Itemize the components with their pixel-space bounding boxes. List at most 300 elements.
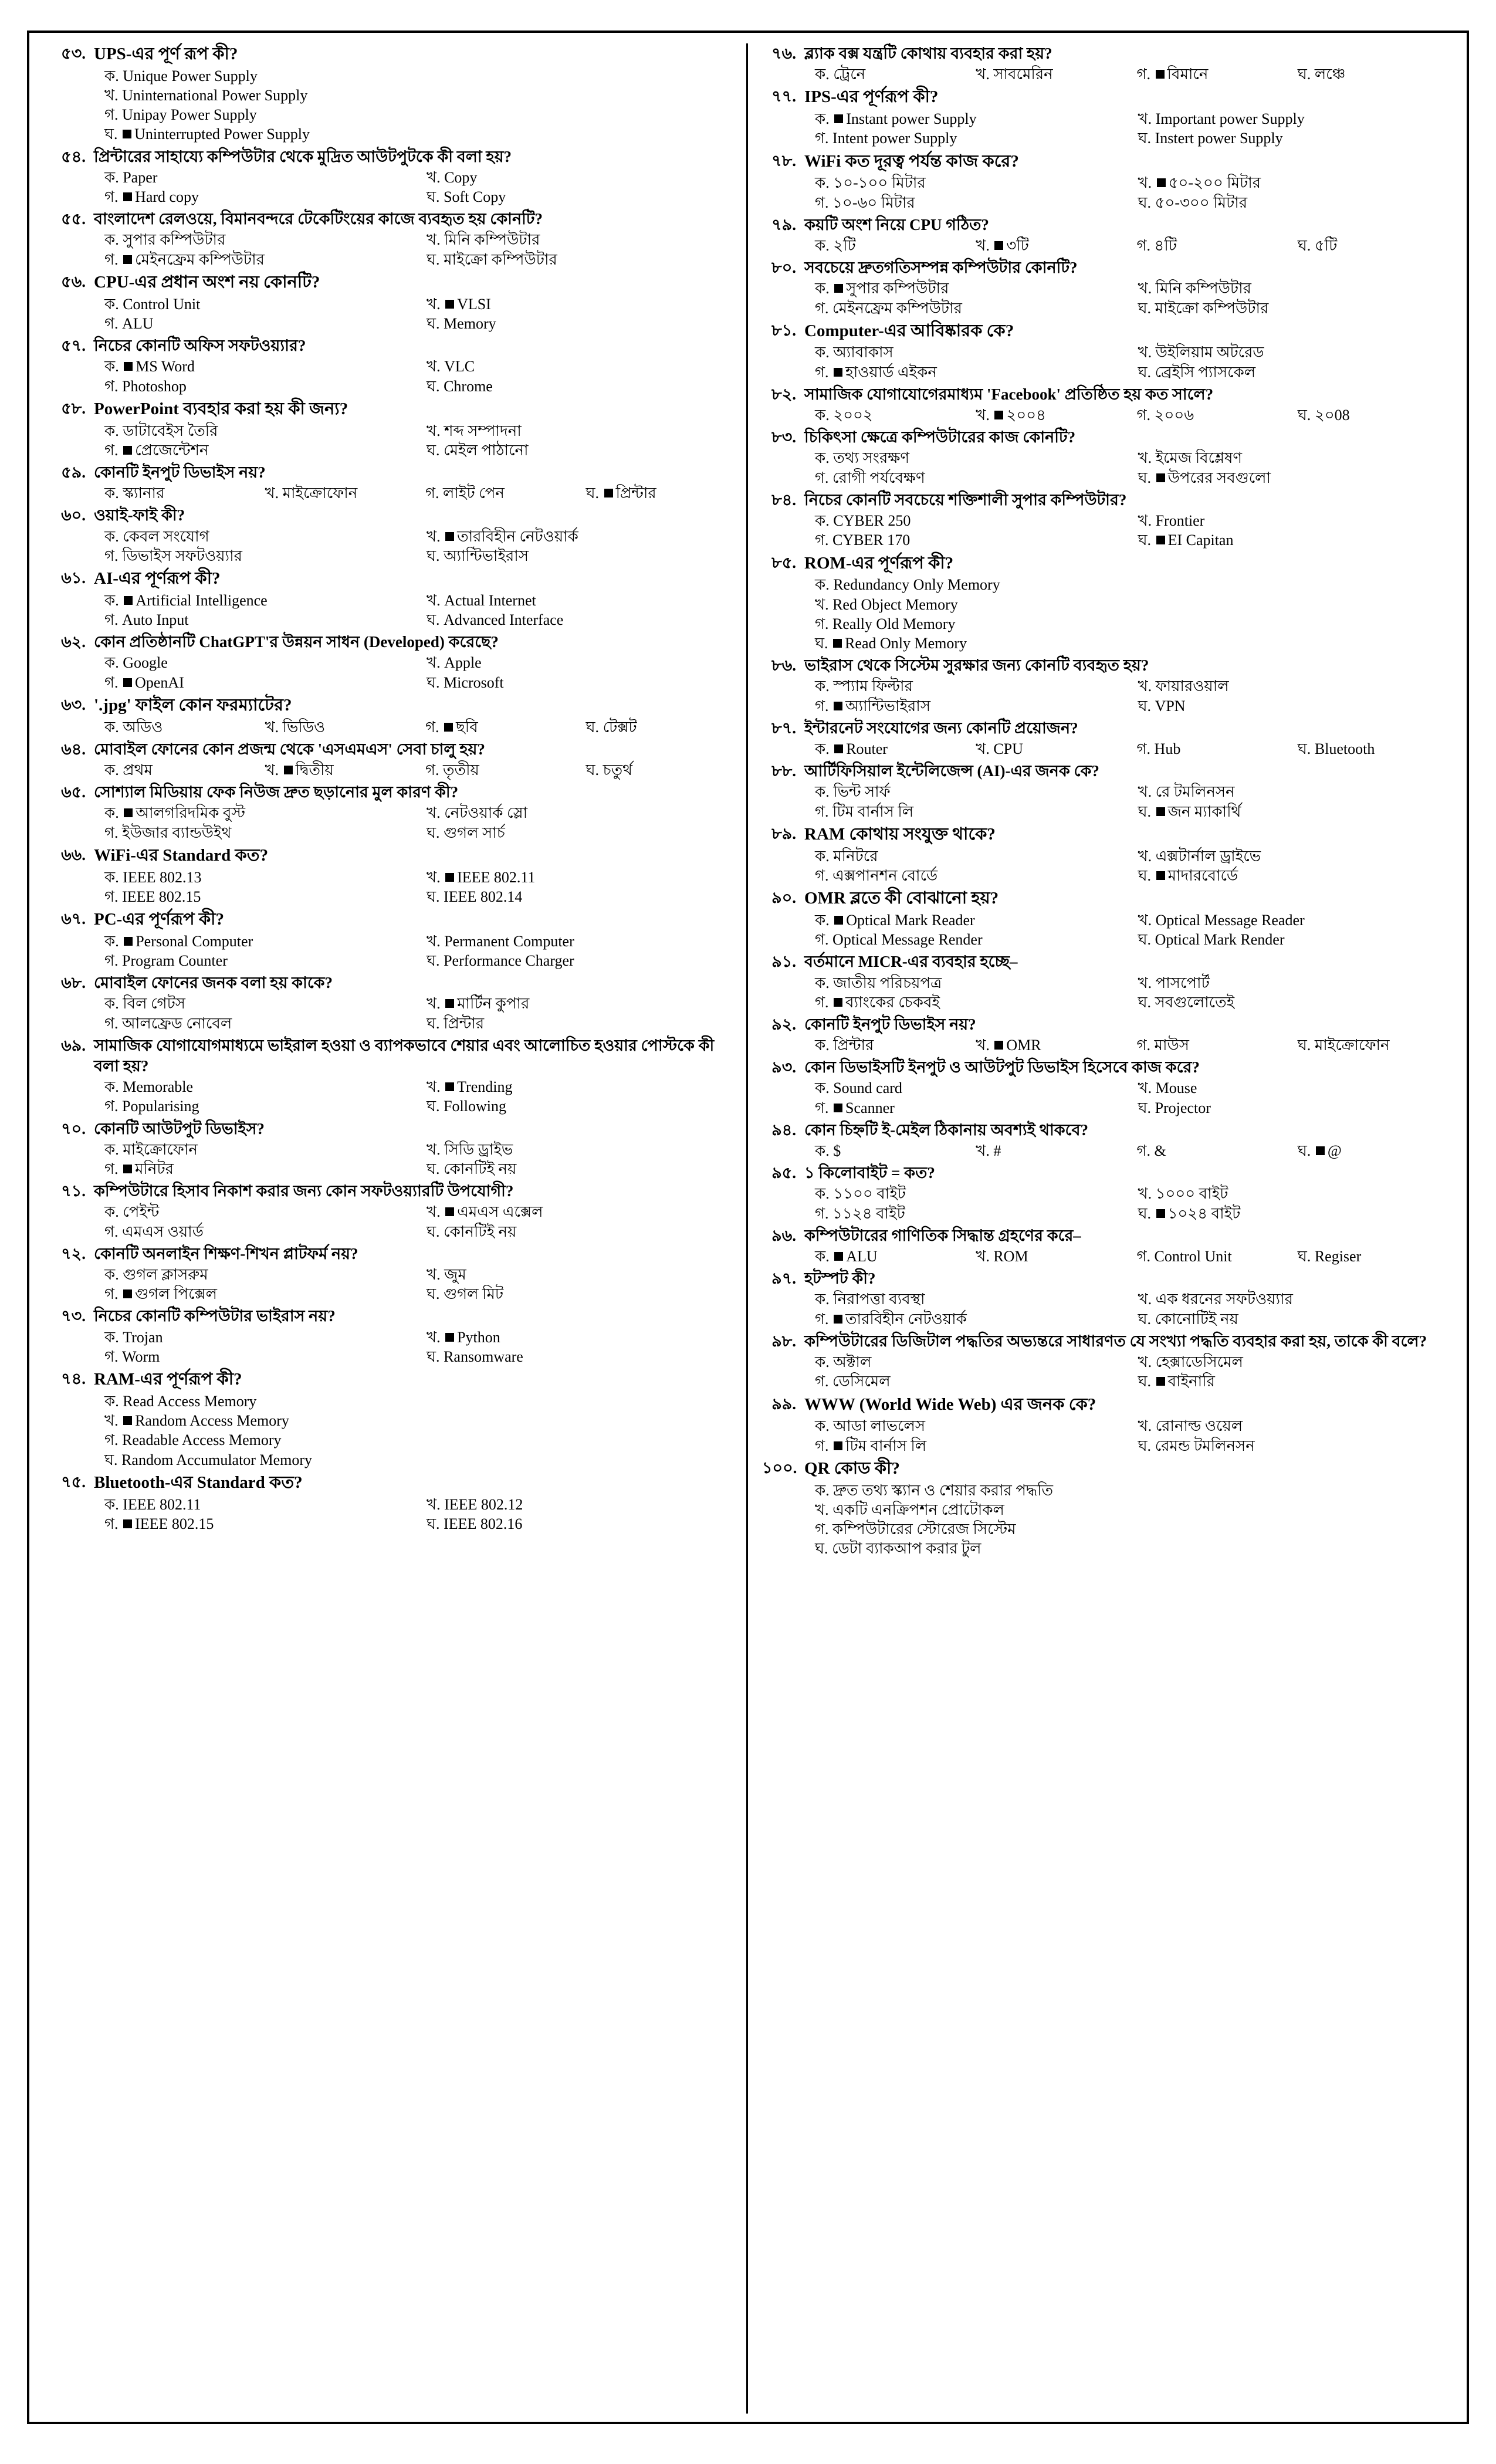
option-item[interactable] xyxy=(416,1284,732,1304)
option-item[interactable] xyxy=(1128,109,1445,128)
option-item[interactable] xyxy=(94,1077,410,1096)
option-item[interactable] xyxy=(94,951,410,970)
option-text: মাইক্রো কম্পিউটার xyxy=(444,251,557,268)
option-text: দ্বিতীয় xyxy=(295,761,334,779)
option-label: গ. xyxy=(425,761,439,779)
option-label: গ. xyxy=(104,824,119,841)
option-item[interactable] xyxy=(416,868,732,887)
option-item[interactable] xyxy=(804,676,1122,696)
option-item[interactable] xyxy=(1128,173,1445,192)
option-item[interactable] xyxy=(416,377,732,396)
option-item[interactable] xyxy=(1128,911,1445,930)
option-item[interactable] xyxy=(965,236,1122,255)
option-item[interactable] xyxy=(804,109,1122,128)
question-body xyxy=(804,151,1444,212)
option-label: ক. xyxy=(104,1078,119,1096)
option-item[interactable] xyxy=(1128,782,1445,801)
option-text: রে টমলিনসন xyxy=(1155,783,1235,801)
option-item[interactable] xyxy=(416,653,732,672)
option-item[interactable] xyxy=(804,468,1122,488)
option-item[interactable] xyxy=(416,1495,732,1514)
option-label: ঘ. xyxy=(1138,993,1152,1011)
option-item[interactable] xyxy=(94,823,410,842)
option-item[interactable] xyxy=(804,1035,962,1055)
option-item[interactable] xyxy=(804,1184,1122,1203)
option-item[interactable] xyxy=(94,441,410,460)
option-item[interactable] xyxy=(94,230,410,249)
question-item xyxy=(52,568,732,629)
option-item[interactable] xyxy=(1126,1141,1284,1160)
option-item[interactable] xyxy=(804,299,1122,318)
option-text: হেক্সাডেসিমেল xyxy=(1155,1353,1243,1371)
option-item[interactable] xyxy=(416,295,732,314)
option-text: মার্টিন কুপার xyxy=(457,995,530,1013)
option-item[interactable] xyxy=(416,1347,732,1366)
option-item[interactable] xyxy=(1287,1141,1444,1160)
option-text: Really Old Memory xyxy=(832,615,956,632)
option-item[interactable] xyxy=(804,1141,962,1160)
option-label: ক. xyxy=(104,1495,119,1513)
option-text: সুপার কম্পিউটার xyxy=(846,280,949,297)
option-text: এমএস ওয়ার্ড xyxy=(122,1223,204,1240)
option-item[interactable] xyxy=(416,527,732,546)
question-body xyxy=(94,845,732,906)
option-item[interactable] xyxy=(1128,847,1445,866)
option-text: VPN xyxy=(1155,697,1186,715)
option-item[interactable] xyxy=(416,1014,732,1033)
option-label: ঘ. xyxy=(427,1160,440,1177)
option-item[interactable] xyxy=(1128,1184,1445,1203)
option-item[interactable] xyxy=(1128,1098,1445,1118)
option-list xyxy=(804,1352,1444,1392)
question-stem: ইন্টারনেট সংযোগের জন্য কোনটি প্রয়োজন? xyxy=(804,719,1078,737)
option-item[interactable] xyxy=(94,124,732,144)
option-item[interactable] xyxy=(416,421,732,441)
option-item[interactable] xyxy=(804,595,1444,614)
question-body xyxy=(804,1268,1444,1329)
option-item[interactable] xyxy=(416,1140,732,1159)
option-item[interactable] xyxy=(94,421,410,441)
option-item[interactable] xyxy=(94,1222,410,1241)
answer-marker-icon xyxy=(124,808,133,817)
question-number: ৫৪. xyxy=(61,147,86,165)
option-item[interactable] xyxy=(804,575,1444,594)
option-text: দ্রুত তথ্য স্ক্যান ও শেয়ার করার পদ্ধতি xyxy=(833,1481,1054,1499)
option-item[interactable] xyxy=(94,1495,410,1514)
option-label: খ. xyxy=(1138,449,1152,467)
option-item[interactable] xyxy=(804,802,1122,821)
option-label: ক. xyxy=(815,1353,830,1371)
question-item xyxy=(762,86,1444,148)
option-item[interactable] xyxy=(804,993,1122,1012)
option-item[interactable] xyxy=(94,357,410,376)
option-item[interactable] xyxy=(416,250,732,269)
option-item[interactable] xyxy=(804,530,1122,550)
option-text: অ্যান্টিভাইরাস xyxy=(444,547,529,564)
option-item[interactable] xyxy=(804,1352,1122,1372)
option-item[interactable] xyxy=(1128,511,1445,530)
question-number: ৬৫. xyxy=(61,783,86,801)
option-label: গ. xyxy=(815,803,829,820)
option-item[interactable] xyxy=(94,1347,410,1366)
option-item[interactable] xyxy=(965,1141,1122,1160)
option-item[interactable] xyxy=(1126,1247,1284,1266)
option-item[interactable] xyxy=(416,1514,732,1534)
option-text: Optical Message Render xyxy=(832,931,983,949)
option-item[interactable] xyxy=(416,591,732,610)
option-item[interactable] xyxy=(94,483,251,503)
option-item[interactable] xyxy=(416,932,732,951)
option-item[interactable] xyxy=(94,1159,410,1179)
option-list xyxy=(94,760,732,780)
option-item[interactable] xyxy=(576,760,733,780)
option-item[interactable] xyxy=(94,653,410,672)
option-item[interactable] xyxy=(804,1500,1444,1519)
option-item[interactable] xyxy=(94,803,410,823)
option-item[interactable] xyxy=(1128,676,1445,696)
option-item[interactable] xyxy=(804,363,1122,382)
option-item[interactable] xyxy=(255,717,412,737)
option-item[interactable] xyxy=(94,546,410,566)
option-item[interactable] xyxy=(416,1328,732,1347)
option-item[interactable] xyxy=(94,105,732,124)
option-item[interactable] xyxy=(1128,1078,1445,1098)
option-item[interactable] xyxy=(576,483,733,503)
option-item[interactable] xyxy=(94,610,410,629)
option-text: Router xyxy=(846,740,888,758)
option-item[interactable] xyxy=(94,1328,410,1347)
option-item[interactable] xyxy=(94,1265,410,1284)
option-item[interactable] xyxy=(1128,1352,1445,1372)
option-item[interactable] xyxy=(94,887,410,906)
option-item[interactable] xyxy=(1128,1416,1445,1436)
option-item[interactable] xyxy=(804,1416,1122,1436)
option-item[interactable] xyxy=(965,65,1122,84)
option-item[interactable] xyxy=(1128,993,1445,1012)
question-number: ৬৩. xyxy=(61,695,86,713)
question-stem: PowerPoint ব্যবহার করা হয় কী জন্য? xyxy=(94,399,348,418)
question-stem: সামাজিক যোগাযোগমাধ্যমে ভাইরাল হওয়া ও ব্যাপকভাবে শেয়ার এবং আলোচিত হওয়ার পোস্টকে কী বলা হয়? xyxy=(94,1036,715,1075)
option-item[interactable] xyxy=(1128,530,1445,550)
option-item[interactable] xyxy=(804,1247,962,1266)
option-item[interactable] xyxy=(1128,1309,1445,1329)
option-item[interactable] xyxy=(94,1411,732,1430)
question-number: ৯৮. xyxy=(771,1332,796,1350)
answer-marker-icon xyxy=(284,766,293,774)
option-item[interactable] xyxy=(94,673,410,692)
option-item[interactable] xyxy=(94,591,410,610)
option-item[interactable] xyxy=(1126,405,1284,425)
option-item[interactable] xyxy=(416,1265,732,1284)
option-item[interactable] xyxy=(804,193,1122,212)
question-item xyxy=(762,1458,1444,1559)
question-number: ৫৯. xyxy=(61,463,86,482)
option-item[interactable] xyxy=(804,343,1122,362)
option-list xyxy=(94,717,732,737)
option-label: খ. xyxy=(427,295,441,313)
option-item[interactable] xyxy=(416,887,732,906)
option-item[interactable] xyxy=(804,236,962,255)
option-item[interactable] xyxy=(804,634,1444,653)
option-item[interactable] xyxy=(1128,1372,1445,1391)
option-text: ১০২৪ বাইট xyxy=(1167,1204,1241,1222)
option-item[interactable] xyxy=(1128,343,1445,362)
option-item[interactable] xyxy=(416,994,732,1013)
question-stem: কোন প্রতিষ্ঠানটি ChatGPT'র উন্নয়ন সাধন (Developed) করেছে? xyxy=(94,633,499,651)
option-text: উপরের সবগুলো xyxy=(1167,469,1271,486)
option-item[interactable] xyxy=(1126,1035,1284,1055)
option-label: ঘ. xyxy=(1297,236,1311,254)
option-item[interactable] xyxy=(416,1202,732,1221)
option-item[interactable] xyxy=(804,1289,1122,1309)
option-item[interactable] xyxy=(94,187,410,207)
question-item xyxy=(762,1057,1444,1118)
question-item xyxy=(52,909,732,970)
option-item[interactable] xyxy=(804,279,1122,298)
option-text: OpenAI xyxy=(135,673,184,691)
option-item[interactable] xyxy=(94,377,410,396)
option-list xyxy=(804,343,1444,382)
question-item xyxy=(762,952,1444,1012)
question-body xyxy=(94,909,732,970)
option-label: খ. xyxy=(1138,174,1152,192)
option-item[interactable] xyxy=(1128,193,1445,212)
option-text: ৫টি xyxy=(1314,236,1338,254)
option-item[interactable] xyxy=(804,1481,1444,1500)
option-item[interactable] xyxy=(94,295,410,314)
option-item[interactable] xyxy=(1128,973,1445,993)
question-body xyxy=(94,336,732,396)
option-item[interactable] xyxy=(94,527,410,546)
option-list xyxy=(94,868,732,907)
option-item[interactable] xyxy=(804,847,1122,866)
option-item[interactable] xyxy=(1128,299,1445,318)
option-item[interactable] xyxy=(94,1392,732,1411)
option-item[interactable] xyxy=(416,1222,732,1241)
option-item[interactable] xyxy=(94,1284,410,1304)
option-item[interactable] xyxy=(804,405,962,425)
option-item[interactable] xyxy=(94,932,410,951)
option-text: Control Unit xyxy=(1154,1248,1232,1265)
question-item xyxy=(52,1472,732,1534)
option-item[interactable] xyxy=(1287,65,1444,84)
option-item[interactable] xyxy=(804,782,1122,801)
option-item[interactable] xyxy=(804,173,1122,192)
option-item[interactable] xyxy=(94,1430,732,1450)
option-item[interactable] xyxy=(804,1204,1122,1223)
option-item[interactable] xyxy=(415,717,572,737)
option-item[interactable] xyxy=(1287,739,1444,759)
question-stem: কোনটি আউটপুট ডিভাইস? xyxy=(94,1119,265,1138)
option-item[interactable] xyxy=(94,717,251,737)
option-item[interactable] xyxy=(94,1096,410,1116)
option-item[interactable] xyxy=(94,1140,410,1159)
option-item[interactable] xyxy=(415,760,572,780)
option-item[interactable] xyxy=(1128,696,1445,716)
option-item[interactable] xyxy=(94,66,732,86)
option-item[interactable] xyxy=(804,739,962,759)
option-text: তৃতীয় xyxy=(443,761,479,779)
option-item[interactable] xyxy=(965,1247,1122,1266)
option-text: কোনটিই নয় xyxy=(444,1160,517,1177)
option-item[interactable] xyxy=(94,760,251,780)
option-item[interactable] xyxy=(965,405,1122,425)
option-item[interactable] xyxy=(804,1078,1122,1098)
option-item[interactable] xyxy=(416,546,732,566)
option-item[interactable] xyxy=(576,717,733,737)
option-item[interactable] xyxy=(1126,739,1284,759)
option-text: তথ্য সংরক্ষণ xyxy=(833,449,910,467)
option-item[interactable] xyxy=(1128,802,1445,821)
option-item[interactable] xyxy=(1128,1204,1445,1223)
option-label: গ. xyxy=(104,547,119,564)
question-item xyxy=(762,490,1444,550)
question-body xyxy=(94,632,732,692)
question-number: ৭৩. xyxy=(61,1307,86,1325)
question-body xyxy=(94,147,732,207)
option-list xyxy=(94,527,732,566)
option-item[interactable] xyxy=(1128,128,1445,148)
option-item[interactable] xyxy=(1128,468,1445,488)
option-item[interactable] xyxy=(1128,279,1445,298)
option-text: Chrome xyxy=(444,377,493,395)
option-item[interactable] xyxy=(416,357,732,376)
option-item[interactable] xyxy=(1128,1436,1445,1456)
option-text: Actual Internet xyxy=(444,591,536,609)
option-label: ঘ. xyxy=(1138,469,1152,486)
option-item[interactable] xyxy=(94,1202,410,1221)
answer-marker-icon xyxy=(834,916,843,925)
option-item[interactable] xyxy=(416,1096,732,1116)
option-item[interactable] xyxy=(94,1450,732,1470)
option-item[interactable] xyxy=(416,951,732,970)
option-item[interactable] xyxy=(416,1077,732,1096)
question-body xyxy=(94,1244,732,1304)
option-item[interactable] xyxy=(94,168,410,187)
option-item[interactable] xyxy=(1128,448,1445,468)
option-item[interactable] xyxy=(1287,405,1444,425)
question-stem: আর্টিফিসিয়াল ইন্টেলিজেন্স (AI)-এর জনক কে? xyxy=(804,762,1099,780)
option-item[interactable] xyxy=(1128,930,1445,949)
question-item xyxy=(52,505,732,566)
option-item[interactable] xyxy=(804,911,1122,930)
option-item[interactable] xyxy=(804,448,1122,468)
option-label: খ. xyxy=(427,868,441,886)
option-item[interactable] xyxy=(804,1372,1122,1391)
question-body xyxy=(804,1057,1444,1118)
option-item[interactable] xyxy=(804,614,1444,634)
option-item[interactable] xyxy=(1126,65,1284,84)
question-number: ৯৭. xyxy=(771,1270,796,1288)
option-label: গ. xyxy=(425,718,439,736)
option-item[interactable] xyxy=(965,739,1122,759)
option-label: ঘ. xyxy=(1138,1204,1152,1222)
question-body xyxy=(804,761,1444,821)
option-text: IEEE 802.11 xyxy=(123,1495,201,1513)
option-item[interactable] xyxy=(416,823,732,842)
option-item[interactable] xyxy=(416,1159,732,1179)
question-body xyxy=(94,695,732,737)
option-item[interactable] xyxy=(94,250,410,269)
option-label: ঘ. xyxy=(104,1451,118,1468)
option-item[interactable] xyxy=(804,128,1122,148)
option-item[interactable] xyxy=(1128,363,1445,382)
option-text: বাইনারি xyxy=(1167,1373,1215,1390)
option-item[interactable] xyxy=(1128,1289,1445,1309)
option-item[interactable] xyxy=(804,696,1122,716)
option-text: কম্পিউটারের স্টোরেজ সিস্টেম xyxy=(832,1521,1016,1538)
option-item[interactable] xyxy=(94,86,732,105)
question-body xyxy=(804,718,1444,759)
option-text: মিনি কম্পিউটার xyxy=(444,231,540,249)
option-item[interactable] xyxy=(94,868,410,887)
option-item[interactable] xyxy=(255,760,412,780)
answer-marker-icon xyxy=(1316,1146,1325,1155)
option-item[interactable] xyxy=(94,314,410,333)
option-item[interactable] xyxy=(416,441,732,460)
option-item[interactable] xyxy=(416,610,732,629)
answer-marker-icon xyxy=(1156,536,1165,544)
option-text: ১১০০ বাইট xyxy=(833,1185,906,1203)
question-number: ৬২. xyxy=(61,633,86,651)
option-item[interactable] xyxy=(804,1539,1444,1558)
option-label: ক. xyxy=(104,995,119,1013)
option-item[interactable] xyxy=(416,314,732,333)
option-item[interactable] xyxy=(416,168,732,187)
option-item[interactable] xyxy=(416,187,732,207)
option-item[interactable] xyxy=(416,803,732,823)
option-item[interactable] xyxy=(94,1514,410,1534)
option-label: ঘ. xyxy=(1138,1099,1152,1116)
question-body xyxy=(94,272,732,333)
option-item[interactable] xyxy=(804,973,1122,993)
option-item[interactable] xyxy=(1128,866,1445,885)
option-item[interactable] xyxy=(415,483,572,503)
option-text: তারবিহীন নেটওয়ার্ক xyxy=(457,527,578,545)
option-item[interactable] xyxy=(1287,1247,1444,1266)
question-body xyxy=(804,1394,1444,1456)
question-item xyxy=(52,272,732,333)
option-item[interactable] xyxy=(804,1436,1122,1456)
option-item[interactable] xyxy=(416,230,732,249)
option-item[interactable] xyxy=(1287,1035,1444,1055)
option-item[interactable] xyxy=(416,673,732,692)
option-item[interactable] xyxy=(94,994,410,1013)
option-item[interactable] xyxy=(804,866,1122,885)
option-item[interactable] xyxy=(804,1098,1122,1118)
option-label: গ. xyxy=(815,363,829,381)
option-item[interactable] xyxy=(804,930,1122,949)
option-item[interactable] xyxy=(1287,236,1444,255)
question-number: ৭৯. xyxy=(771,215,796,233)
option-item[interactable] xyxy=(94,1014,410,1033)
option-text: লাইট পেন xyxy=(443,485,505,502)
option-item[interactable] xyxy=(804,1309,1122,1329)
option-label: গ. xyxy=(1136,1248,1151,1265)
option-item[interactable] xyxy=(965,1035,1122,1055)
option-item[interactable] xyxy=(804,65,962,84)
option-text: ALU xyxy=(846,1248,878,1265)
option-item[interactable] xyxy=(804,511,1122,530)
question-item xyxy=(52,845,732,906)
question-item xyxy=(52,1181,732,1241)
option-item[interactable] xyxy=(804,1519,1444,1539)
option-label: ক. xyxy=(815,66,830,83)
option-item[interactable] xyxy=(255,483,412,503)
option-item[interactable] xyxy=(1126,236,1284,255)
option-label: ঘ. xyxy=(1138,194,1152,211)
answer-marker-icon xyxy=(445,1082,454,1091)
